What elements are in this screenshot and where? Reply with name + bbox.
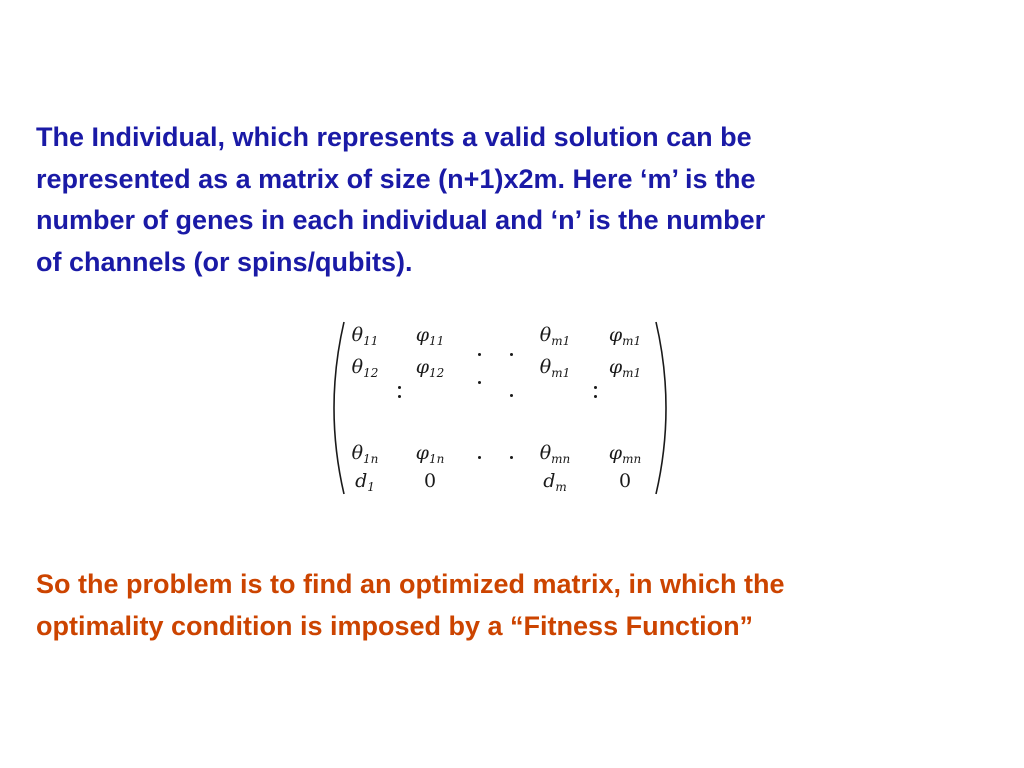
ellipsis-dot bbox=[510, 456, 513, 459]
matrix-cell: $\theta_{11}$ bbox=[351, 324, 379, 348]
matrix-cell: $d_m$ bbox=[543, 470, 567, 494]
matrix-cell: $\theta_{m1}$ bbox=[539, 356, 571, 380]
matrix-cell: $\theta_{mn}$ bbox=[539, 442, 571, 466]
matrix-cell: $\varphi_{1n}$ bbox=[415, 442, 445, 466]
conclusion-line: optimality condition is imposed by a “Fitness Function” bbox=[36, 610, 754, 641]
matrix-cell: $\theta_{1n}$ bbox=[351, 442, 379, 466]
ellipsis-dot bbox=[478, 456, 481, 459]
matrix-cell: $\varphi_{mn}$ bbox=[608, 442, 642, 466]
conclusion-line: So the problem is to find an optimized matrix, in which the bbox=[36, 569, 785, 599]
ellipsis-dot bbox=[478, 353, 481, 356]
right-parenthesis bbox=[656, 322, 666, 494]
matrix-cell: 0 bbox=[423, 470, 437, 492]
matrix-cell: $\varphi_{m1}$ bbox=[608, 324, 642, 348]
left-parenthesis bbox=[334, 322, 344, 494]
ellipsis-dot bbox=[510, 394, 513, 397]
matrix-cell: $d_1$ bbox=[355, 470, 375, 494]
vertical-ellipsis-dot bbox=[398, 395, 401, 398]
matrix-cell: $\theta_{m1}$ bbox=[539, 324, 571, 348]
ellipsis-dot bbox=[478, 381, 481, 384]
matrix-cell: $\varphi_{11}$ bbox=[415, 324, 445, 348]
intro-line: number of genes in each individual and ‘n’ is the number bbox=[36, 205, 766, 235]
ellipsis-dot bbox=[510, 353, 513, 356]
vertical-ellipsis-dot bbox=[398, 386, 401, 389]
intro-line: The Individual, which represents a valid solution can be bbox=[36, 122, 752, 152]
intro-line: represented as a matrix of size (n+1)x2m. Here ‘m’ is the bbox=[36, 163, 756, 194]
vertical-ellipsis-dot bbox=[594, 395, 597, 398]
matrix-cell: $\theta_{12}$ bbox=[351, 356, 379, 380]
matrix-cell: $\varphi_{m1}$ bbox=[608, 356, 642, 380]
intro-line: of channels (or spins/qubits). bbox=[36, 246, 413, 277]
matrix-cell: 0 bbox=[618, 470, 632, 492]
vertical-ellipsis-dot bbox=[594, 386, 597, 389]
matrix-cell: $\varphi_{12}$ bbox=[415, 356, 445, 380]
conclusion-paragraph bbox=[36, 564, 996, 647]
intro-paragraph bbox=[36, 117, 996, 283]
individual-matrix bbox=[330, 318, 670, 498]
